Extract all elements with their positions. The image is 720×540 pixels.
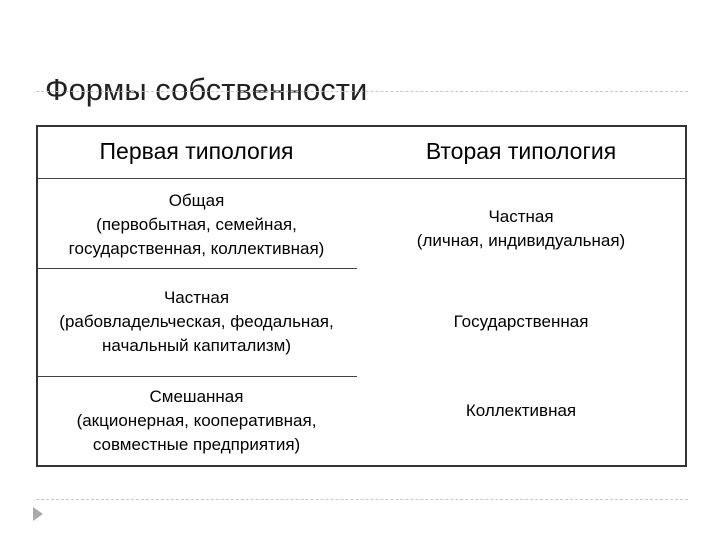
cell-state-name: Государственная [453,312,589,332]
cell-private-second-name: Частная [488,207,554,227]
header-first-typology: Первая типология [36,125,357,179]
cell-private-first-details: (рабовладельческая, феодальная, начальный капитализм) [59,312,334,356]
cell-collective-name: Коллективная [465,400,577,420]
header-second-typology: Вторая типология [357,125,685,179]
cell-mixed-name: Смешанная [149,386,244,406]
table-row [36,377,685,465]
cell-private-first-name: Частная [163,288,230,308]
cell-common-name: Общая [168,191,225,211]
cell-common [36,179,357,268]
ownership-forms-table [36,125,685,465]
slide-title: Формы собственности [45,72,368,107]
footer-divider [36,499,688,500]
cell-common-details: (первобытная, семейная, государственная, коллективная) [68,215,325,259]
row-divider [37,376,357,377]
cell-mixed-details: (акционерная, кооперативная, совместные предприятия) [76,410,317,454]
triangle-bullet-icon [33,507,43,521]
table-row [36,179,685,268]
cell-mixed [36,377,357,465]
cell-private-second [357,179,685,268]
cell-private-first [36,268,357,377]
cell-collective [357,377,685,465]
title-divider [36,91,688,92]
cell-state [357,268,685,377]
row-divider [37,268,357,269]
table-row [36,268,685,377]
table-header-row [36,125,685,179]
cell-private-second-details: (личная, индивидуальная) [416,231,626,251]
